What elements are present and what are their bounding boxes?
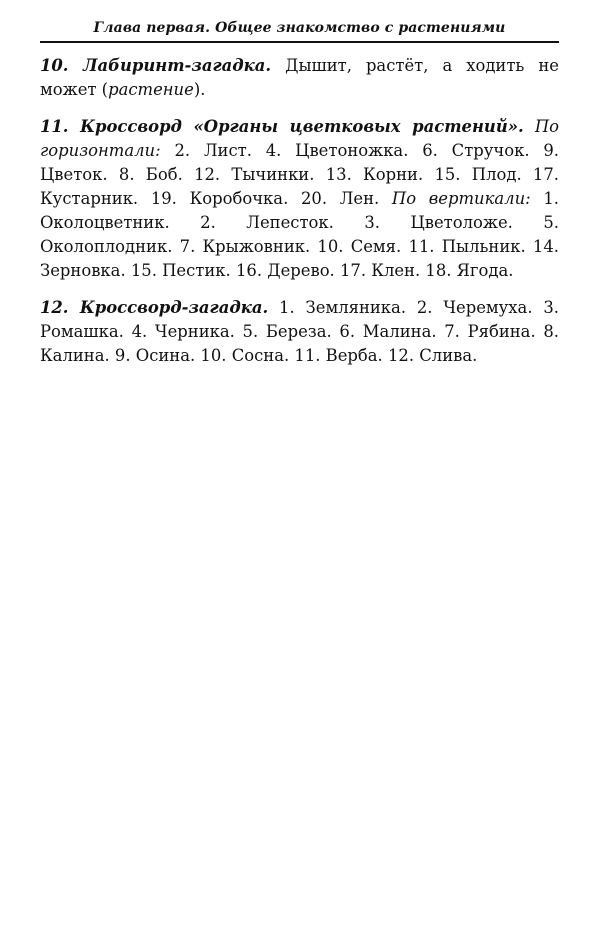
answer-11-horizontal-label: По горизонтали: <box>40 117 559 160</box>
page <box>40 18 559 368</box>
answer-11-title: 11. Кроссворд «Органы цветковых растений». <box>40 117 524 136</box>
answer-10-italic: растение <box>108 80 194 99</box>
answer-11-vertical-label: По вертикали: <box>391 189 531 208</box>
answer-10-title: 10. Лабиринт-загадка. <box>40 56 272 75</box>
answer-12-text: 1. Земляника. 2. Черемуха. 3. Ромашка. 4. Черника. 5. Береза. 6. Малина. 7. Рябина. 8. Калина. 9. Осина. 10. Сосна. 11. Верба. 12. Слива. <box>40 298 560 365</box>
answer-10-text: Дышит, растёт, а ходить не может ( <box>40 56 559 99</box>
answer-11-vertical-text: 1. Околоцветник. 2. Лепесток. 3. Цветоложе. 5. Околоплодник. 7. Крыжовник. 10. Семя. 11. Пыльник. 14. Зерновка. 15. Пестик. 16. Дерево. 17. Клен. 18. Ягода. <box>40 189 559 280</box>
answer-12 <box>40 296 559 368</box>
answer-10 <box>40 54 559 102</box>
answer-12-title: 12. Кроссворд-загадка. <box>40 298 269 317</box>
answer-11-horizontal-text: 2. Лист. 4. Цветоножка. 6. Стручок. 9. Цветок. 8. Боб. 12. Тычинки. 13. Корни. 15. Плод. 17. Кустарник. 19. Коробочка. 20. Лен. <box>40 141 559 208</box>
running-head: Глава первая. Общее знакомство с растениями <box>40 18 559 43</box>
answer-10-text-end: ). <box>193 80 206 99</box>
answer-11 <box>40 115 559 283</box>
